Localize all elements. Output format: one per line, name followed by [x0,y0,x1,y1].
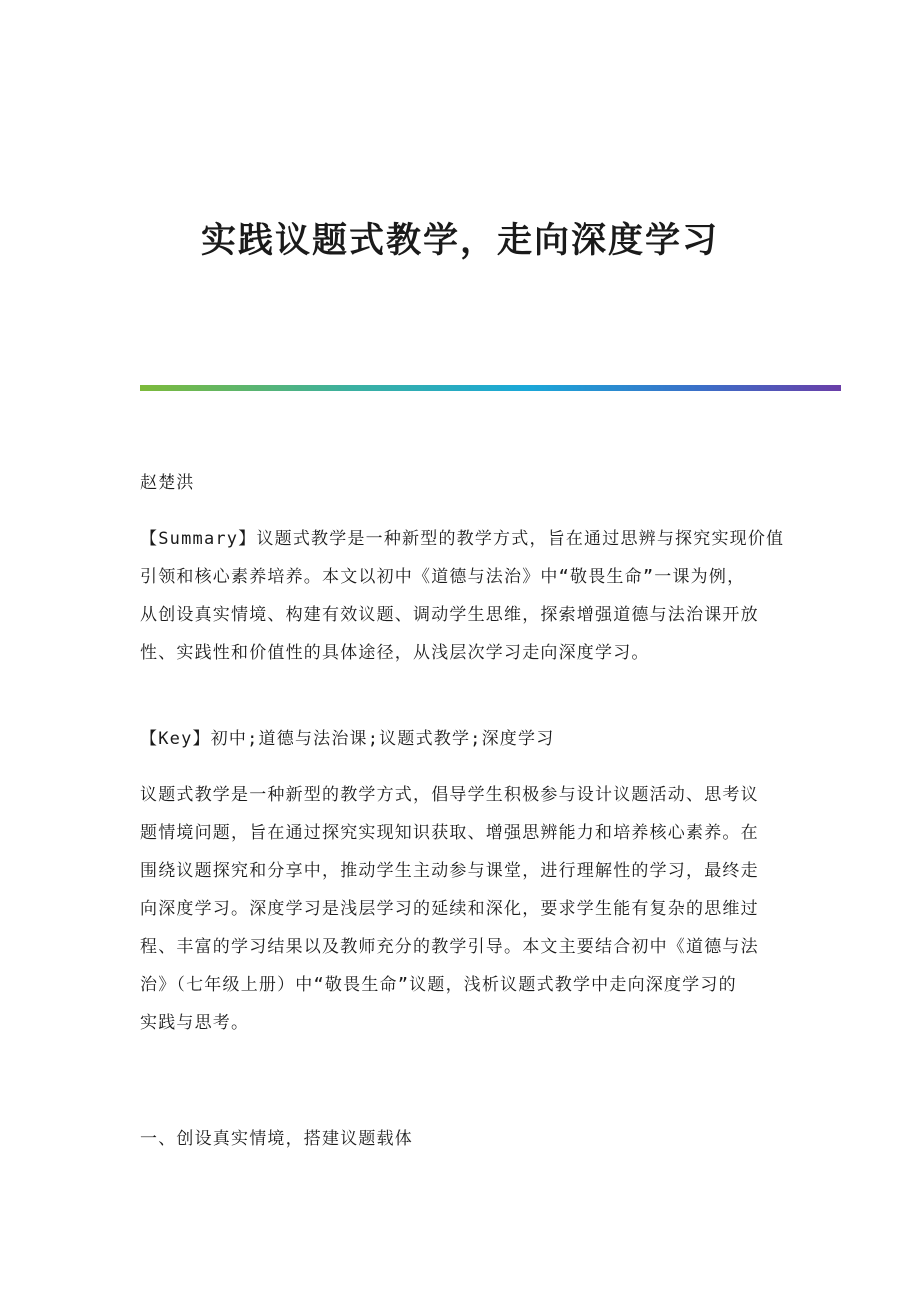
summary-line: 性、实践性和价值性的具体途径，从浅层次学习走向深度学习。 [140,643,650,663]
keywords-line: 【Key】初中;道德与法治课;议题式教学;深度学习 [140,729,555,749]
summary-line: 从创设真实情境、构建有效议题、调动学生思维，探索增强道德与法治课开放 [140,605,759,625]
paragraph-line: 向深度学习。深度学习是浅层学习的延续和深化，要求学生能有复杂的思维过 [140,899,759,919]
paragraph-line: 程、丰富的学习结果以及教师充分的教学引导。本文主要结合初中《道德与法 [140,937,759,957]
paragraph-line: 实践与思考。 [140,1013,250,1033]
page-title: 实践议题式教学，走向深度学习 [200,220,719,261]
section-heading: 一、创设真实情境，搭建议题载体 [140,1129,413,1149]
paragraph-line: 议题式教学是一种新型的教学方式，倡导学生积极参与设计议题活动、思考议 [140,785,759,805]
summary-block [140,520,785,672]
author-name: 赵楚洪 [140,473,195,493]
summary-line: 【Summary】议题式教学是一种新型的教学方式，旨在通过思辨与探究实现价值 [140,529,785,549]
paragraph-line: 围绕议题探究和分享中，推动学生主动参与课堂，进行理解性的学习，最终走 [140,861,759,881]
summary-line: 引领和核心素养培养。本文以初中《道德与法治》中“敬畏生命”一课为例， [140,567,746,587]
paragraph-line: 题情境问题，旨在通过探究实现知识获取、增强思辨能力和培养核心素养。在 [140,823,759,843]
intro-paragraph [140,776,780,1042]
gradient-divider [140,385,841,391]
paragraph-line: 治》（七年级上册）中“敬畏生命”议题，浅析议题式教学中走向深度学习的 [140,975,737,995]
